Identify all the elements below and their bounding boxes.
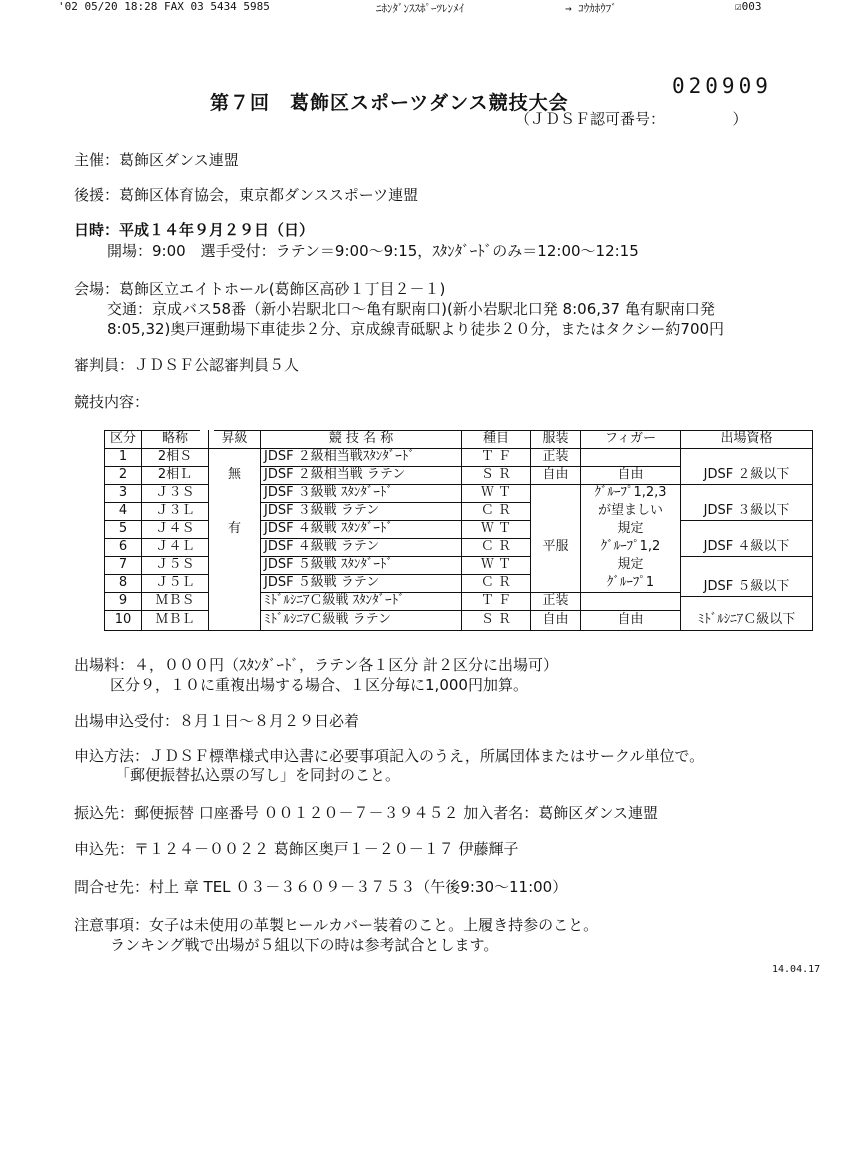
entry-deadline: 出場申込受付：８月１日〜８月２９日必着 (74, 712, 360, 730)
header-dress: 服装 (542, 431, 569, 446)
page-title: 第７回 葛飾区スポーツダンス競技大会 (210, 92, 569, 114)
row-no: 7 (118, 557, 128, 572)
application-method-note: 「郵便振替払込票の写し」を同封のこと。 (115, 766, 401, 784)
dress-free: 自由 (542, 467, 569, 482)
notes: 注意事項：女子は未使用の革製ヒールカバー装着のこと。上履き持参のこと。 (74, 916, 599, 934)
header-event-name: 競 技 名 称 (328, 431, 394, 446)
figure-groups-123-note: が望ましい (597, 503, 663, 518)
figure-regulated: 規定 (617, 521, 644, 536)
row-event-name: JDSF ３級戦 ラテン (264, 503, 380, 518)
row-event-name: JDSF ３級戦 ｽﾀﾝﾀﾞｰﾄﾞ (264, 485, 393, 500)
row-event-name: JDSF ５級戦 ラテン (264, 575, 380, 590)
row-no: 2 (118, 467, 128, 482)
eligibility-middle-senior-c: ﾐﾄﾞﾙｼﾆｱＣ級以下 (697, 612, 796, 627)
application-address: 申込先：〒１２４－００２２ 葛飾区奥戸１－２０－１７ 伊藤輝子 (74, 840, 519, 858)
schedule: 開場：9:00 選手受付：ラテン＝9:00〜9:15，ｽﾀﾝﾀﾞｰﾄﾞのみ＝12:00〜12:15 (107, 242, 639, 260)
row-abbr: Ｊ４Ｓ (155, 521, 195, 536)
row-abbr: Ｊ３Ｌ (155, 503, 195, 518)
row-abbr: Ｊ３Ｓ (155, 485, 195, 500)
row-event-name: JDSF ２級相当戦 ラテン (264, 467, 406, 482)
header-category: 区分 (109, 431, 136, 446)
entry-fee-note: 区分９，１０に重複出場する場合、１区分毎に1,000円加算。 (110, 676, 528, 694)
judges: 審判員：ＪＤＳＦ公認審判員５人 (74, 356, 300, 374)
header-dances: 種目 (482, 431, 509, 446)
row-event-name: JDSF ４級戦 ｽﾀﾝﾀﾞｰﾄﾞ (264, 521, 393, 536)
event-date: 日時：平成１４年９月２９日（日） (74, 221, 315, 239)
permit-number: （ＪＤＳＦ認可番号： ） (515, 110, 748, 128)
dress-casual: 平服 (542, 539, 569, 554)
row-event-name: JDSF ４級戦 ラテン (264, 539, 380, 554)
row-no: 10 (114, 612, 132, 627)
row-abbr: ＭＢＳ (155, 593, 195, 608)
row-abbr: 2相Ｌ (157, 467, 193, 482)
row-event-name: ﾐﾄﾞﾙｼﾆｱＣ級戦 ｽﾀﾝﾀﾞｰﾄﾞ (264, 593, 405, 608)
figure-free: 自由 (617, 467, 644, 482)
header-figures: フィガー (605, 431, 656, 446)
row-dances: Ｃ Ｒ (480, 503, 512, 518)
application-method: 申込方法：ＪＤＳＦ標準様式申込書に必要事項記入のうえ，所属団体またはサークル単位で。 (74, 747, 705, 765)
row-dances: Ｓ Ｒ (480, 467, 512, 482)
row-event-name: ﾐﾄﾞﾙｼﾆｱＣ級戦 ラテン (264, 612, 391, 627)
row-no: 3 (118, 485, 128, 500)
events-table (104, 430, 812, 632)
row-dances: Ｗ Ｔ (480, 557, 512, 572)
document-number: 020909 (672, 74, 772, 98)
figure-groups-12: ｸﾞﾙｰﾌﾟ1,2 (600, 539, 661, 554)
access-line-1: 交通：京成バス58番（新小岩駅北口〜亀有駅南口)(新小岩駅北口発 8:06,37 亀有駅南口発 (107, 300, 715, 318)
events-label: 競技内容： (74, 393, 150, 411)
row-abbr: ＭＢＬ (155, 612, 195, 627)
row-no: 9 (118, 593, 128, 608)
organizer: 主催：葛飾区ダンス連盟 (74, 151, 239, 169)
promotion-yes: 有 (227, 521, 241, 536)
contact: 問合せ先：村上 章 TEL ０３－３６０９－３７５３（午後9:30〜11:00） (74, 878, 568, 896)
header-eligibility: 出場資格 (720, 431, 773, 446)
eligibility-grade-3: JDSF ３級以下 (703, 503, 790, 518)
dress-free: 自由 (542, 612, 569, 627)
eligibility-grade-5: JDSF ５級以下 (703, 579, 790, 594)
row-no: 4 (118, 503, 128, 518)
figure-group-1: ｸﾞﾙｰﾌﾟ1 (606, 575, 655, 590)
fax-datetime: '02 05/20 18:28 FAX 03 5434 5985 (58, 0, 270, 13)
venue: 会場：葛飾区立エイトホール(葛飾区高砂１丁目２－１) (74, 280, 446, 298)
row-no: 1 (118, 449, 128, 464)
row-dances: Ｔ Ｆ (480, 449, 512, 464)
promotion-none: 無 (227, 467, 241, 482)
eligibility-grade-2: JDSF ２級以下 (703, 467, 790, 482)
sponsors: 後援：葛飾区体育協会，東京都ダンススポーツ連盟 (74, 186, 419, 204)
access-line-2: 8:05,32)奥戸運動場下車徒歩２分、京成線青砥駅より徒歩２０分，またはタクシー約700円 (107, 320, 725, 338)
row-no: 5 (118, 521, 128, 536)
fax-sender: ﾆﾎﾝﾀﾞﾝｽｽﾎﾟｰﾂﾚﾝﾒｲ (376, 2, 464, 15)
figure-groups-123: ｸﾞﾙｰﾌﾟ1,2,3 (594, 485, 667, 500)
figure-regulated: 規定 (617, 557, 644, 572)
figure-free: 自由 (617, 612, 644, 627)
header-abbreviation: 略称 (161, 431, 188, 446)
row-no: 8 (118, 575, 128, 590)
notes-ranking: ランキング戦で出場が５組以下の時は参考試合とします。 (110, 936, 499, 954)
row-abbr: 2相Ｓ (157, 449, 193, 464)
footer-date: 14.04.17 (772, 964, 821, 975)
row-abbr: Ｊ５Ｓ (155, 557, 195, 572)
row-event-name: JDSF ２級相当戦ｽﾀﾝﾀﾞｰﾄﾞ (264, 449, 415, 464)
transfer-account: 振込先：郵便振替 口座番号 ００１２０－７－３９４５２ 加入者名：葛飾区ダンス連盟 (74, 804, 659, 822)
fax-recipient: → ｺｳｶﾎｳﾌﾞ (565, 2, 617, 15)
row-dances: Ｗ Ｔ (480, 485, 512, 500)
dress-formal: 正装 (542, 593, 569, 608)
row-abbr: Ｊ５Ｌ (155, 575, 195, 590)
row-dances: Ｓ Ｒ (480, 612, 512, 627)
dress-formal: 正装 (542, 449, 569, 464)
row-dances: Ｃ Ｒ (480, 575, 512, 590)
row-dances: Ｔ Ｆ (480, 593, 512, 608)
row-abbr: Ｊ４Ｌ (155, 539, 195, 554)
eligibility-grade-4: JDSF ４級以下 (703, 539, 790, 554)
entry-fee: 出場料：４，０００円（ｽﾀﾝﾀﾞｰﾄﾞ，ラテン各１区分 計２区分に出場可） (74, 656, 559, 674)
row-no: 6 (118, 539, 128, 554)
fax-page-number: ☑003 (735, 0, 762, 13)
row-dances: Ｗ Ｔ (480, 521, 512, 536)
row-dances: Ｃ Ｒ (480, 539, 512, 554)
header-promotion: 昇級 (221, 431, 248, 446)
row-event-name: JDSF ５級戦 ｽﾀﾝﾀﾞｰﾄﾞ (264, 557, 393, 572)
